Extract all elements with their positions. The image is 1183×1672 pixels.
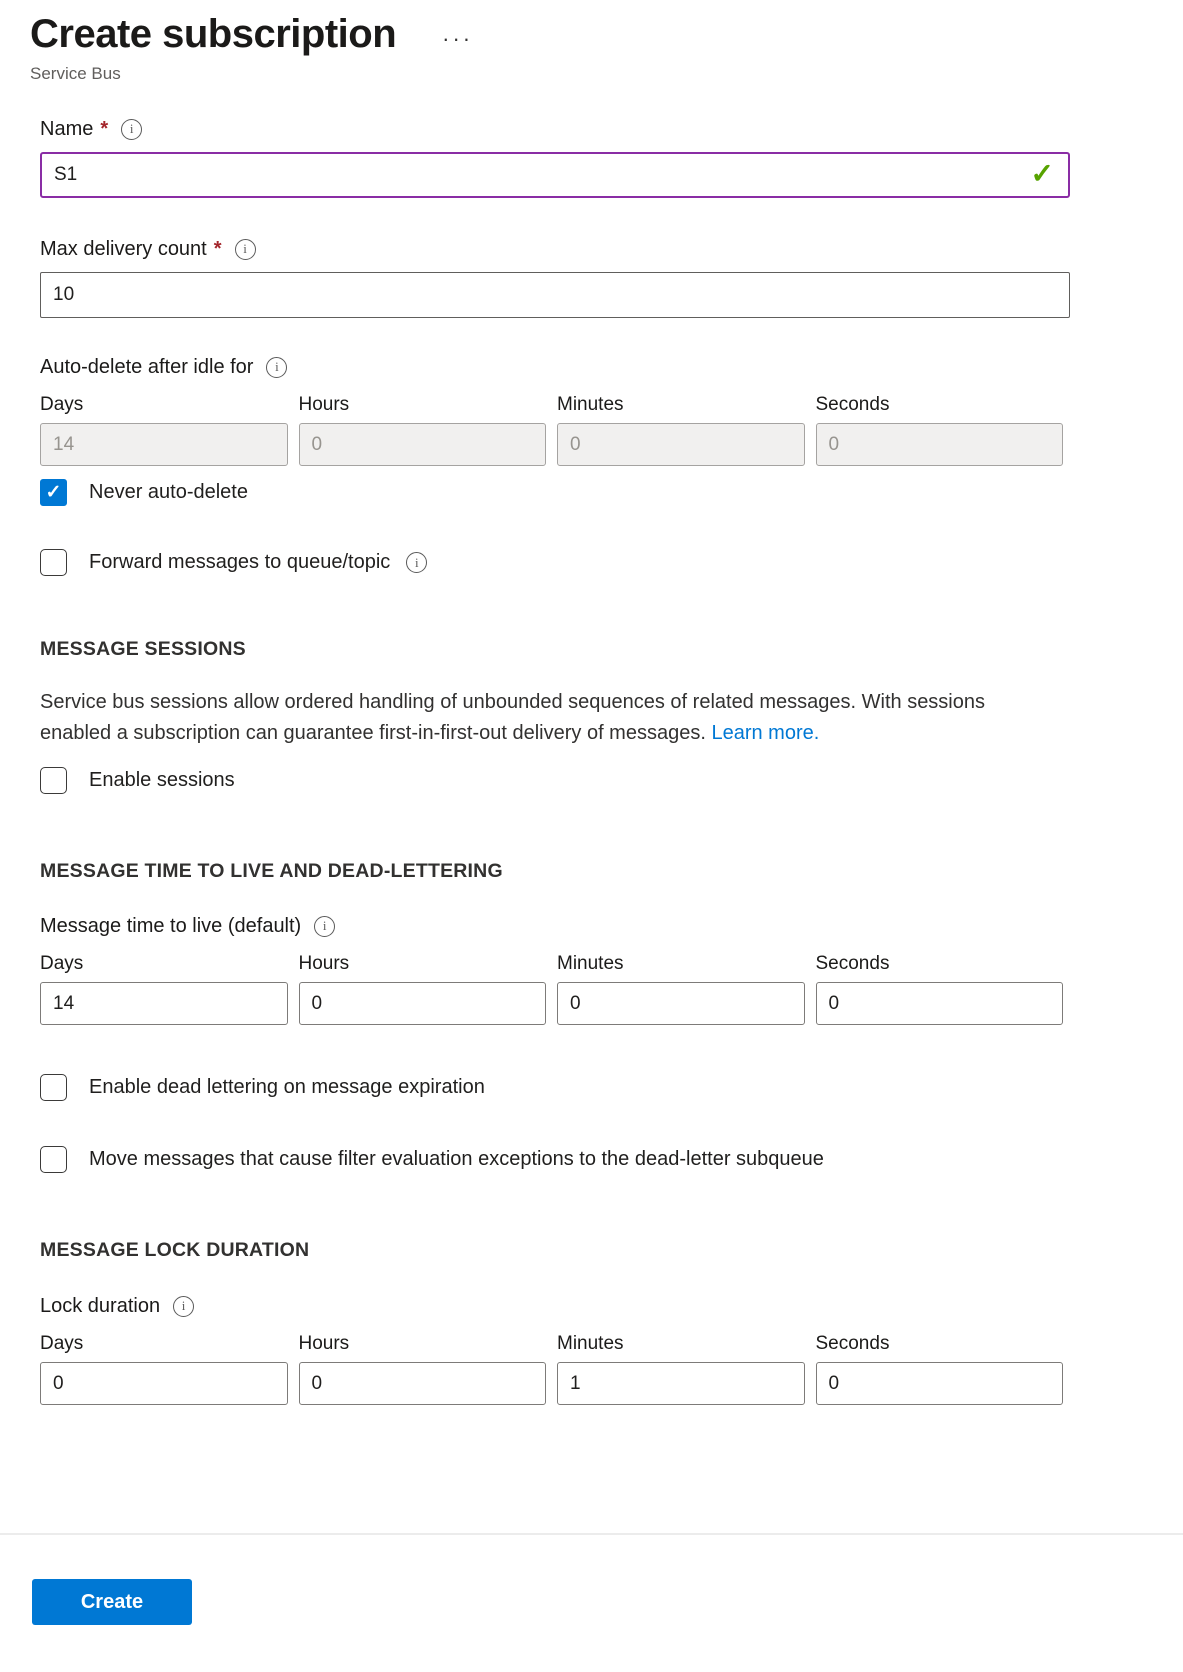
required-asterisk: * bbox=[100, 117, 109, 140]
hours-label: Hours bbox=[298, 1333, 350, 1354]
lock-duration-label: Lock duration bbox=[40, 1294, 161, 1317]
ttl-duration-labels bbox=[40, 953, 1063, 982]
auto-delete-minutes-input bbox=[557, 423, 805, 466]
info-icon[interactable]: i bbox=[235, 239, 256, 260]
auto-delete-label-row bbox=[40, 352, 1070, 382]
auto-delete-duration-labels bbox=[40, 394, 1063, 423]
forward-messages-label: Forward messages to queue/topic bbox=[89, 551, 391, 573]
max-delivery-input-wrap bbox=[40, 272, 1070, 318]
dead-lettering-label: Enable dead lettering on message expiration bbox=[89, 1076, 485, 1098]
checkbox-unchecked-icon[interactable] bbox=[40, 767, 67, 794]
subscription-form bbox=[40, 114, 1070, 1405]
auto-delete-hours-input bbox=[299, 423, 547, 466]
lock-minutes-input[interactable] bbox=[557, 1362, 805, 1405]
info-icon[interactable]: i bbox=[406, 552, 427, 573]
forward-messages-checkbox-row[interactable] bbox=[40, 549, 1070, 576]
footer-divider bbox=[0, 1533, 1183, 1535]
ttl-label-row bbox=[40, 911, 1070, 941]
create-button[interactable]: Create bbox=[32, 1579, 192, 1625]
days-label: Days bbox=[40, 953, 84, 974]
required-asterisk: * bbox=[213, 237, 222, 260]
checkbox-unchecked-icon[interactable] bbox=[40, 1074, 67, 1101]
more-options-icon[interactable]: ··· bbox=[442, 26, 474, 51]
name-label-row bbox=[40, 114, 1070, 144]
message-sessions-description bbox=[40, 687, 1055, 749]
checkbox-unchecked-icon[interactable] bbox=[40, 549, 67, 576]
lock-duration-labels bbox=[40, 1333, 1063, 1362]
days-label: Days bbox=[40, 1333, 84, 1354]
seconds-label: Seconds bbox=[815, 953, 890, 974]
minutes-label: Minutes bbox=[557, 953, 624, 974]
enable-sessions-checkbox-row[interactable] bbox=[40, 767, 1070, 794]
seconds-label: Seconds bbox=[815, 394, 890, 415]
lock-days-input[interactable] bbox=[40, 1362, 288, 1405]
hours-label: Hours bbox=[298, 953, 350, 974]
seconds-label: Seconds bbox=[815, 1333, 890, 1354]
lock-duration-heading: MESSAGE LOCK DURATION bbox=[40, 1239, 310, 1261]
auto-delete-duration-inputs bbox=[40, 423, 1063, 466]
lock-seconds-input[interactable] bbox=[816, 1362, 1064, 1405]
hours-label: Hours bbox=[298, 394, 350, 415]
never-auto-delete-checkbox-row[interactable] bbox=[40, 479, 1070, 506]
filter-exceptions-label: Move messages that cause filter evaluation exceptions to the dead-letter subqueue bbox=[89, 1148, 824, 1170]
never-auto-delete-label: Never auto-delete bbox=[89, 481, 248, 503]
max-delivery-label-row bbox=[40, 234, 1070, 264]
lock-duration-inputs bbox=[40, 1362, 1063, 1405]
name-label: Name bbox=[40, 117, 94, 140]
ttl-seconds-input[interactable] bbox=[816, 982, 1064, 1025]
auto-delete-label: Auto-delete after idle for bbox=[40, 355, 254, 378]
checkbox-unchecked-icon[interactable] bbox=[40, 1146, 67, 1173]
auto-delete-days-input bbox=[40, 423, 288, 466]
info-icon[interactable]: i bbox=[266, 357, 287, 378]
ttl-days-input[interactable] bbox=[40, 982, 288, 1025]
days-label: Days bbox=[40, 394, 84, 415]
sessions-description-text: Service bus sessions allow ordered handling of unbounded sequences of related messages. With sessions enabled a subscription can guarantee first-in-first-out delivery of messages. bbox=[40, 691, 985, 744]
message-sessions-heading: MESSAGE SESSIONS bbox=[40, 638, 246, 660]
name-input-wrap bbox=[40, 152, 1070, 198]
header bbox=[30, 12, 1183, 57]
dead-lettering-checkbox-row[interactable] bbox=[40, 1074, 1070, 1101]
ttl-minutes-input[interactable] bbox=[557, 982, 805, 1025]
name-input[interactable] bbox=[40, 152, 1070, 198]
page-title: Create subscription bbox=[30, 12, 397, 56]
minutes-label: Minutes bbox=[557, 394, 624, 415]
checkbox-checked-icon[interactable] bbox=[40, 479, 67, 506]
ttl-duration-inputs bbox=[40, 982, 1063, 1025]
max-delivery-count-input[interactable] bbox=[40, 272, 1070, 318]
info-icon[interactable]: i bbox=[314, 916, 335, 937]
minutes-label: Minutes bbox=[557, 1333, 624, 1354]
info-icon[interactable]: i bbox=[173, 1296, 194, 1317]
checkbox-check-icon: ✓ bbox=[45, 482, 62, 503]
ttl-hours-input[interactable] bbox=[299, 982, 547, 1025]
enable-sessions-label: Enable sessions bbox=[89, 769, 235, 791]
ttl-heading: MESSAGE TIME TO LIVE AND DEAD-LETTERING bbox=[40, 860, 503, 882]
valid-check-icon: ✓ bbox=[1030, 158, 1054, 190]
lock-hours-input[interactable] bbox=[299, 1362, 547, 1405]
info-icon[interactable]: i bbox=[121, 119, 142, 140]
filter-exceptions-checkbox-row[interactable] bbox=[40, 1146, 1070, 1173]
learn-more-link[interactable]: Learn more. bbox=[711, 722, 820, 744]
ttl-label: Message time to live (default) bbox=[40, 914, 302, 937]
auto-delete-seconds-input bbox=[816, 423, 1064, 466]
page-subtitle: Service Bus bbox=[30, 64, 121, 83]
lock-duration-label-row bbox=[40, 1291, 1070, 1321]
max-delivery-label: Max delivery count bbox=[40, 237, 207, 260]
